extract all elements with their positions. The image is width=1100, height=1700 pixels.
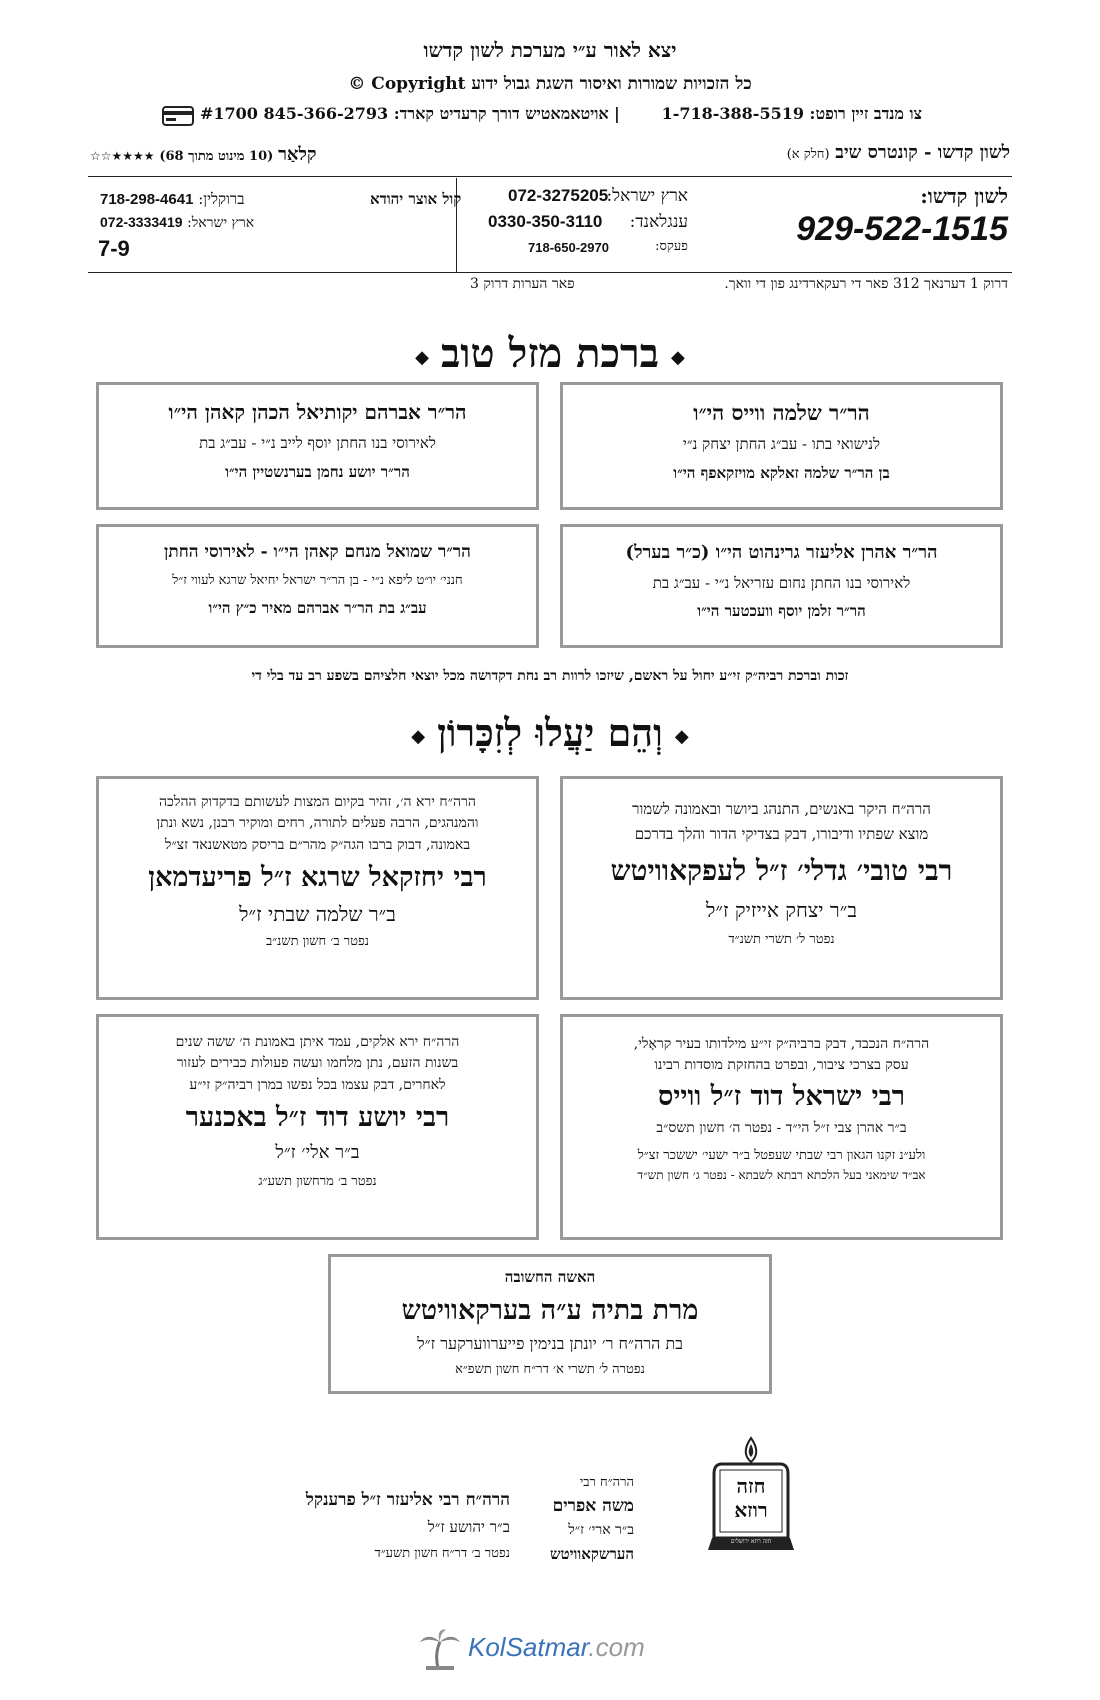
memorial-box: [96, 1014, 539, 1240]
israel2-phone: 072-3333419: [100, 214, 183, 230]
footer-left-3: נפטר ב׳ דר״ח חשון תשע״ד: [374, 1546, 510, 1561]
series-title: לשון קדשו - קונטרס שיב: [835, 142, 1010, 163]
memorial-father: ב״ר יצחק אייזיק ז״ל: [706, 897, 857, 922]
box-line-1: הר״ר שלמה ווייס הי״ו: [693, 400, 870, 425]
kol-otzar: קול אוצר יהודא: [370, 190, 462, 208]
memorial-desc: עסק בצרכי ציבור, ובפרט בהחזקת מוסדות רבינו: [654, 1057, 909, 1074]
memorial-box: [96, 776, 539, 1000]
memorial-name: רבי יושע דוד ז״ל באכנער: [185, 1102, 450, 1134]
footer-mid-2: משה אפרים: [552, 1496, 634, 1516]
box-line-3: עב״ג בת הר״ר אברהם מאיר כ״ץ הי״ו: [208, 598, 427, 617]
box-line-3: בן הר״ר שלמה זאלקא מויזקאפף הי״ו: [673, 463, 890, 482]
memorial-father: ב״ר אהרן צבי ז״ל הי״ד - נפטר ה׳ חשון תשס״ב: [656, 1120, 907, 1137]
box-line-1: הר״ר אברהם יקותיאל הכהן קאהן הי״ו: [168, 400, 467, 424]
memorial-father: ב״ר אלי׳ ז״ל: [275, 1141, 360, 1163]
box-line-2: חנני׳ יו״ט ליפא נ״י - בן הר״ר ישראל יחיאל שרגא לעווי ז״ל: [172, 572, 463, 588]
memorial-box: [560, 1014, 1003, 1240]
memorial-box: [560, 776, 1003, 1000]
memorial-title: [0, 710, 1100, 756]
memorial-desc: והמנהגים, הרבה פעלים לתורה, רחים ומוקיר רבנן, נשא ונתן: [156, 815, 479, 832]
press-code: 7-9: [98, 236, 130, 261]
box-line-2: לנישואי בתו - עב״ג החתן יצחק נ״י: [682, 435, 881, 454]
brooklyn-label: ברוקלין:: [198, 190, 245, 208]
memorial-name: רבי טובי׳ גדלי׳ ז״ל לעפקאוויטש: [610, 854, 953, 887]
footer-mid-4: הערשקאוויטש: [549, 1545, 634, 1563]
memorial-desc: הרה״ח הנכבד, דבק ברביה״ק זי״ע מילדותו בעיר קראָלי,: [633, 1036, 930, 1052]
memorial-date: נפטר ב׳ מרחשון תשע״ג: [258, 1173, 377, 1189]
memorial-desc: בשנות הזעם, נתן מלחמו ועשה פעולות כבירים לעזור: [176, 1055, 459, 1072]
fax-label: פעקס:: [655, 239, 688, 254]
contact-top-rule: [88, 176, 1012, 177]
memorial-box-woman: [328, 1254, 772, 1394]
lashon-label: לשון קדשו:: [920, 184, 1008, 208]
footer-left-1: הרה״ח רבי אליעזר ז״ל פרענקל: [305, 1490, 510, 1510]
series-title-row: [787, 142, 1010, 163]
memorial-desc: הרה״ח ירא אלקים, עמד איתן באמונת ה׳ ששה שנים: [175, 1034, 460, 1050]
memorial-title-text: וְהֵם יַעֲלוּ לְזִכָּרוֹן: [437, 710, 663, 755]
woman-name: מרת בתיה ע״ה בערקאוויטש: [401, 1294, 699, 1326]
woman-title: האשה החשובה: [504, 1268, 596, 1286]
clear-row: [90, 144, 317, 165]
memorial-name: רבי יחזקאל שרגא ז״ל פריעדמאן: [148, 862, 487, 894]
israel2-row: [100, 214, 254, 232]
rights-line: כל הזכויות שמורות ואיסור השגת גבול ידוע Copyright ©: [348, 74, 752, 94]
clear-info: (10 מינוט מתוך 68): [159, 149, 274, 164]
memorial-candle-emblem: [708, 1434, 794, 1554]
clear-label: קלאַר: [278, 144, 317, 165]
footer-mid-1: הרה״ח רבי: [579, 1475, 634, 1490]
diamond-icon: ◆: [670, 346, 685, 368]
box-line-2: לאירוסי בנו החתן יוסף לייב נ״י - עב״ג בת: [199, 434, 436, 452]
footer-mid-3: ב״ר ארי׳ ז״ל: [568, 1522, 634, 1538]
memorial-name: רבי ישראל דוד ז״ל ווייס: [657, 1080, 905, 1112]
box-line-3: הר״ר יושע נחמן בערנשטיין הי״ו: [225, 462, 410, 481]
blessing-line: זכות וברכת רביה״ק זי״ע יחול על ראשם, שיזכו לרוות רב נחת דקדושה מכל יוצאי חלציהם בשפע רב עד בלי די: [251, 668, 849, 684]
woman-father: בת הרה״ח ר׳ יונתן בנימין פייערווערקער ז״ל: [417, 1334, 683, 1354]
box-line-1: הר״ר אהרן אליעזר גרינהוט הי״ו (כ״ר בערל): [625, 542, 938, 563]
mazel-tov-title: [0, 330, 1100, 377]
memorial-desc: הרה״ח ירא ה׳, זהיר בקיום המצות לעשותם בדקדוק ההלכה: [159, 794, 476, 810]
emblem-mid: רוזא: [734, 1498, 768, 1522]
contact-right: אויטאמאטיש דורך קרעדיט קארד: 845-366-2793 #1700: [200, 104, 609, 123]
memorial-extra: אב״ד שימאני בעל הלכתא רבתא לשבתא - נפטר ג׳ חשון תש״ד: [637, 1168, 926, 1183]
logo-text: KolSatmar: [468, 1632, 589, 1662]
mazel-tov-box: [96, 382, 539, 510]
recording-instruction: דרוק 1 דערנאך 312 פאר די רעקארדינג פון די וואך.: [724, 276, 1008, 292]
main-phone: 929-522-1515: [796, 210, 1008, 248]
memorial-father: ב״ר שלמה שבתי ז״ל: [239, 901, 396, 926]
diamond-icon: ◆: [415, 346, 430, 368]
kolsatmar-logo[interactable]: [468, 1632, 645, 1663]
israel-label: ארץ ישראל:: [606, 186, 688, 206]
memorial-desc: הרה״ח היקר באנשים, התנהג ביושר ובאמונה לשמור: [632, 800, 931, 818]
credit-card-icon: [162, 106, 194, 126]
series-part: (חלק א): [786, 147, 830, 162]
notes-instruction: פאר הערות דרוק 3: [470, 276, 575, 292]
diamond-icon: ◆: [674, 726, 689, 747]
memorial-date: נפטר ב׳ חשון תשנ״ב: [265, 933, 370, 949]
memorial-desc: באמונה, דבוק ברבו הגה״ק מהר״ם בריסק מטאשנאד זצ״ל: [164, 836, 471, 853]
logo-suffix: .com: [588, 1632, 645, 1662]
rating-stars: ★★★★☆☆: [90, 149, 155, 163]
publisher-line: יצא לאור ע״י מערכת לשון קדשו: [423, 38, 677, 62]
box-line-3: הר״ר זלמן יוסף וועכטער הי״ו: [697, 602, 866, 621]
israel-phone: 072-3275205: [508, 186, 609, 205]
box-line-1: הר״ר שמואל מנחם קאהן הי״ו - לאירוסי החתן: [164, 542, 471, 562]
box-line-2: לאירוסי בנו החתן נחום עזריאל נ״י - עב״ג בת: [652, 573, 911, 592]
header-divider: |: [614, 104, 620, 123]
footer-left-memorial: [306, 1490, 510, 1561]
mazel-tov-title-text: ברכת מזל טוב: [441, 330, 659, 377]
footer-left-2: ב״ר יהושע ז״ל: [427, 1518, 510, 1536]
palm-tree-icon: [418, 1628, 462, 1672]
emblem-top: חזה: [736, 1474, 766, 1498]
footer-mid-memorial: [550, 1474, 634, 1564]
england-phone: 0330-350-3110: [488, 212, 603, 231]
brooklyn-row: [100, 190, 245, 209]
memorial-desc: מוצא שפתיו ודיבורו, דבק בצדיקי הדור והלך בדרכם: [634, 824, 929, 843]
contact-bottom-rule: [88, 272, 1012, 273]
mazel-tov-box: [96, 524, 539, 648]
fax-phone: 718-650-2970: [528, 240, 609, 255]
mazel-tov-box: [560, 524, 1003, 648]
woman-date: נפטרה ל׳ תשרי א׳ דר״ח חשון תשפ״א: [455, 1361, 645, 1377]
emblem-bottom: חזה רוזא ירושלים: [730, 1538, 772, 1545]
england-label: ענגלאנד:: [629, 212, 688, 232]
israel2-label: ארץ ישראל:: [186, 215, 255, 231]
memorial-extra: ולע״נ זקנו הגאון רבי שבתי שעפטל ב״ר ישעי׳ יששכר זצ״ל: [637, 1147, 926, 1163]
brooklyn-phone: 718-298-4641: [100, 191, 194, 208]
diamond-icon: ◆: [411, 726, 426, 747]
memorial-desc: לאחרים, דבק עצמו בכל נפשו במרן רביה״ק זי״ע: [189, 1076, 446, 1093]
mazel-tov-box: [560, 382, 1003, 510]
memorial-date: נפטר ל׳ תשרי תשנ״ד: [728, 931, 835, 947]
contact-left: צו מנדב זיין רופט: 1-718-388-5519: [661, 104, 922, 123]
